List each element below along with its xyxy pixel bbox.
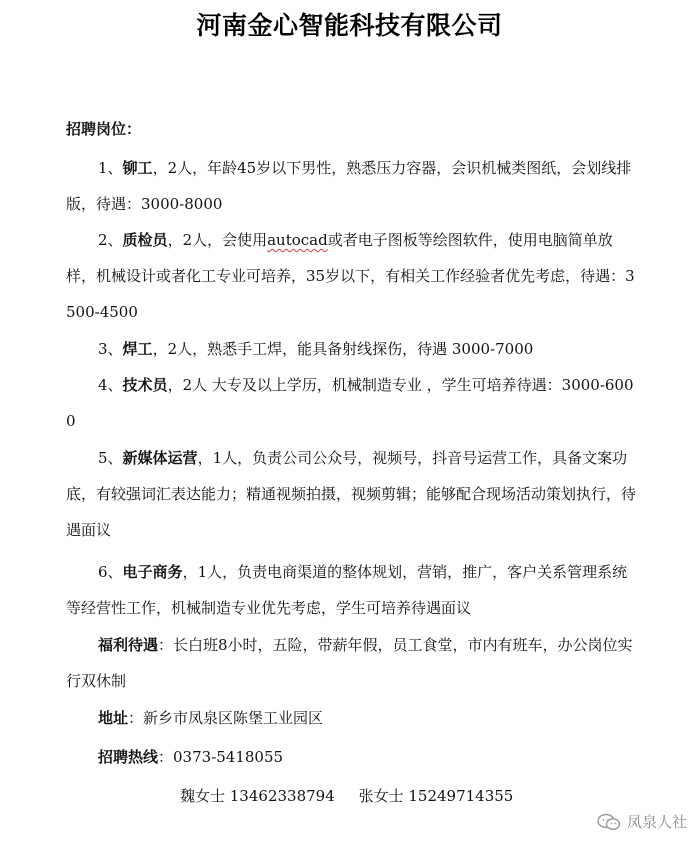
section-label: 招聘岗位： — [66, 120, 142, 138]
job-item-4 — [66, 367, 636, 439]
job-number: 5、 — [98, 449, 123, 467]
hotline-label: 招聘热线 — [98, 748, 159, 766]
job-title: 焊工 — [122, 340, 153, 358]
job-title: 电子商务 — [122, 563, 183, 581]
address-line — [98, 700, 323, 736]
job-description: ，1人，负责公司公众号，视频号，抖音号运营工作，具备文案功底，有较强词汇表达能力；精通视频拍摄，视频剪辑；能够配合现场活动策划执行，待遇面议 — [66, 449, 637, 539]
benefits-paragraph — [66, 627, 636, 699]
job-title: 新媒体运营 — [122, 449, 198, 467]
job-item-6 — [66, 554, 636, 626]
job-item-5 — [66, 440, 636, 548]
hotline-text: ：0373-5418055 — [158, 748, 284, 766]
job-number: 4、 — [98, 376, 123, 394]
job-item-3 — [66, 331, 636, 367]
chat-bubble-icon — [597, 813, 621, 831]
job-item-2 — [66, 222, 636, 330]
job-number: 3、 — [98, 340, 123, 358]
job-description: ，2人，年龄45岁以下男性，熟悉压力容器，会识机械类图纸，会划线排版，待遇：3000-8000 — [66, 159, 632, 213]
benefits-label: 福利待遇 — [98, 636, 159, 654]
address-text: ：新乡市凤泉区陈堡工业园区 — [128, 709, 324, 727]
job-title: 铆工 — [122, 159, 153, 177]
job-number: 6、 — [98, 563, 123, 581]
job-description: ，2人，熟悉手工焊，能具备射线探伤，待遇 3000-7000 — [152, 340, 534, 358]
job-number: 2、 — [98, 231, 123, 249]
job-title: 技术员 — [122, 376, 168, 394]
job-description: ，1人，负责电商渠道的整体规划，营销，推广，客户关系管理系统等经营性工作，机械制造专业优先考虑，学生可培养待遇面议 — [66, 563, 628, 617]
benefits-text: ：长白班8小时，五险，带薪年假，员工食堂，市内有班车，办公岗位实行双休制 — [66, 636, 633, 690]
job-title: 质检员 — [122, 231, 168, 249]
company-title: 河南金心智能科技有限公司 — [196, 11, 503, 40]
address-label: 地址 — [98, 709, 129, 727]
hotline-line — [98, 739, 283, 775]
contact-persons: 魏女士 13462338794 张女士 15249714355 — [180, 787, 514, 805]
watermark-text: 凤泉人社 — [626, 813, 687, 831]
spellcheck-highlight: autocad — [267, 231, 328, 249]
job-item-1 — [66, 150, 636, 222]
job-description-start: ，2人，会使用 — [167, 231, 268, 249]
job-description-end: 或者电子图板等绘图软件，使用电脑简单放样，机械设计或者化工专业可培养，35岁以下，有相关工作经验者优先考虑，待遇：3500-4500 — [66, 231, 635, 321]
job-number: 1、 — [98, 159, 123, 177]
job-description: ，2人 大专及以上学历，机械制造专业 ，学生可培养待遇：3000-6000 — [66, 376, 634, 430]
watermark — [597, 811, 687, 832]
